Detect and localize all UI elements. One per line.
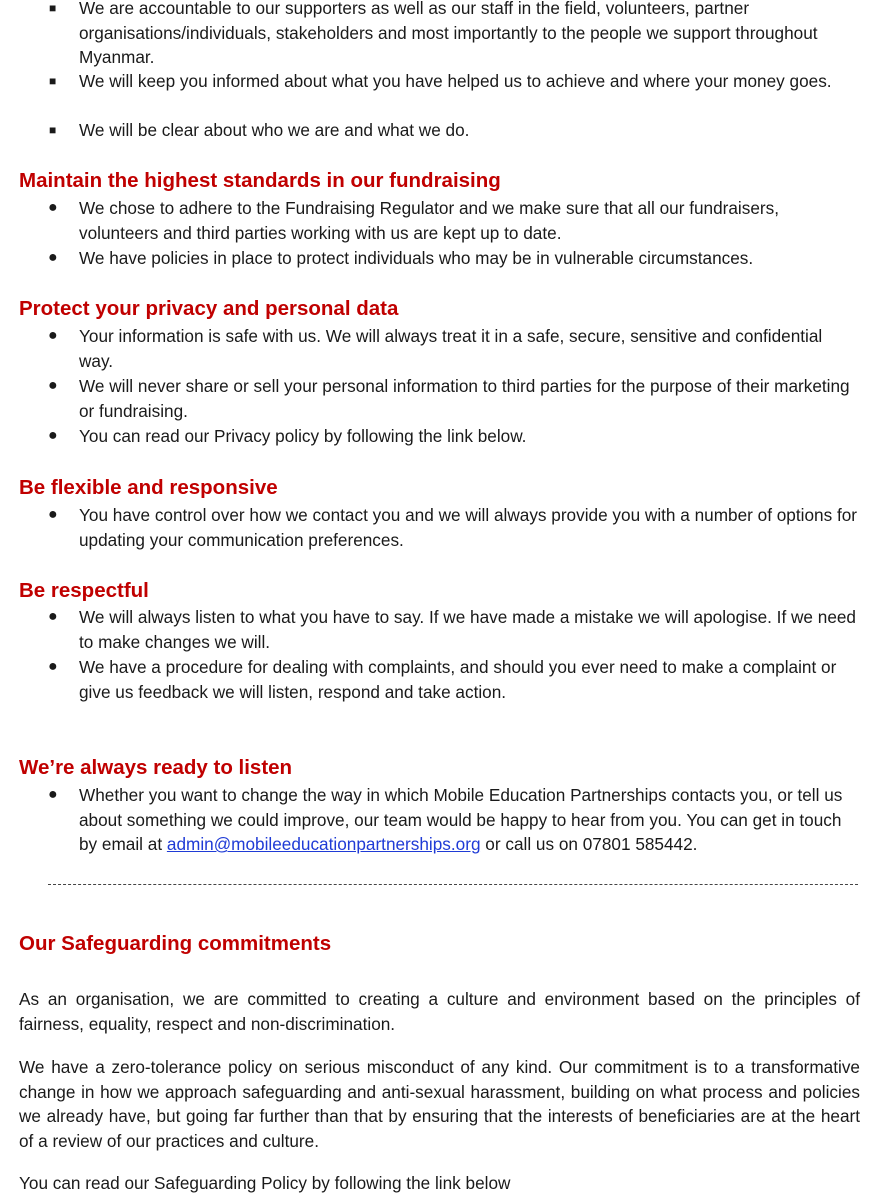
list-item: [0, 196, 889, 245]
list-item: [0, 118, 889, 143]
square-bullet-icon: ■: [49, 74, 57, 88]
bullet-icon: ●: [48, 377, 58, 394]
bullet-text: We chose to adhere to the Fundraising Regulator and we make sure that all our fundraisers, volunteers and third parties working with us are kept up to date.: [79, 198, 779, 243]
square-bullet-icon: ■: [49, 1, 57, 15]
contact-text: Whether you want to change the way in which Mobile Education Partnerships contacts you, or tell us about something we could improve, our team would be happy to hear from you. You can get in touch by email at: [79, 785, 843, 855]
email-link[interactable]: admin@mobileeducationpartnerships.org: [166, 834, 481, 855]
bullet-text: We will keep you informed about what you have helped us to achieve and where your money goes.: [79, 71, 832, 91]
list-item: [0, 424, 889, 449]
contact-phone-text: or call us on 07801 585442.: [480, 834, 698, 855]
list-item: [0, 246, 889, 271]
section-heading: Protect your privacy and personal data: [19, 297, 399, 320]
bullet-text: [79, 783, 859, 857]
bullet-icon: ●: [48, 427, 58, 444]
bullet-icon: ●: [48, 506, 58, 523]
section-heading: Be respectful: [19, 579, 149, 602]
list-item: [0, 374, 889, 423]
dashed-divider: [48, 884, 858, 885]
list-item: [0, 69, 889, 94]
bullet-icon: ●: [48, 199, 58, 216]
paragraph: We have a zero-tolerance policy on serious misconduct of any kind. Our commitment is to a transformative change in how we approach safeguarding and anti-sexual harassment, building on what process and policies we already have, but going far further than that by ensuring that the interests of beneficiaries are at the heart of a review of our practices and culture.: [19, 1057, 860, 1151]
square-bullet-icon: ■: [49, 123, 57, 137]
bullet-icon: ●: [48, 249, 58, 266]
bullet-text: You have control over how we contact you and we will always provide you with a number of options for updating your communication preferences.: [79, 505, 858, 550]
paragraph: As an organisation, we are committed to creating a culture and environment based on the principles of fairness, equality, respect and non-discrimination.: [19, 989, 860, 1034]
bullet-icon: ●: [48, 608, 58, 625]
bullet-text: We are accountable to our supporters as well as our staff in the field, volunteers, partner organisations/individuals, stakeholders and most importantly to the people we support throughout Myanmar.: [79, 0, 818, 68]
section-heading: Be flexible and responsive: [19, 476, 278, 499]
bullet-text: We will be clear about who we are and what we do.: [79, 120, 470, 140]
bullet-text: We have a procedure for dealing with complaints, and should you ever need to make a complaint or give us feedback we will listen, respond and take action.: [79, 657, 837, 702]
bullet-text: We have policies in place to protect individuals who may be in vulnerable circumstances.: [79, 248, 754, 268]
list-item: [0, 503, 889, 552]
list-item: [0, 605, 889, 654]
bullet-text: We will never share or sell your personal information to third parties for the purpose of their marketing or fundraising.: [79, 376, 850, 421]
bullet-icon: ●: [48, 658, 58, 675]
section-heading: We’re always ready to listen: [19, 756, 293, 779]
bullet-icon: ●: [48, 327, 58, 344]
list-item: [0, 324, 889, 373]
section-heading: Maintain the highest standards in our fundraising: [19, 169, 501, 192]
paragraph: You can read our Safeguarding Policy by following the link below: [19, 1173, 511, 1193]
bullet-text: Your information is safe with us. We will always treat it in a safe, secure, sensitive and confidential way.: [79, 326, 823, 371]
bullet-icon: ●: [48, 786, 58, 803]
list-item: [0, 0, 889, 70]
list-item: [0, 655, 889, 704]
section-heading: Our Safeguarding commitments: [19, 932, 332, 955]
list-item: [0, 783, 889, 857]
bullet-text: You can read our Privacy policy by following the link below.: [79, 426, 527, 446]
bullet-text: We will always listen to what you have to say. If we have made a mistake we will apologise. If we need to make changes we will.: [79, 607, 856, 652]
